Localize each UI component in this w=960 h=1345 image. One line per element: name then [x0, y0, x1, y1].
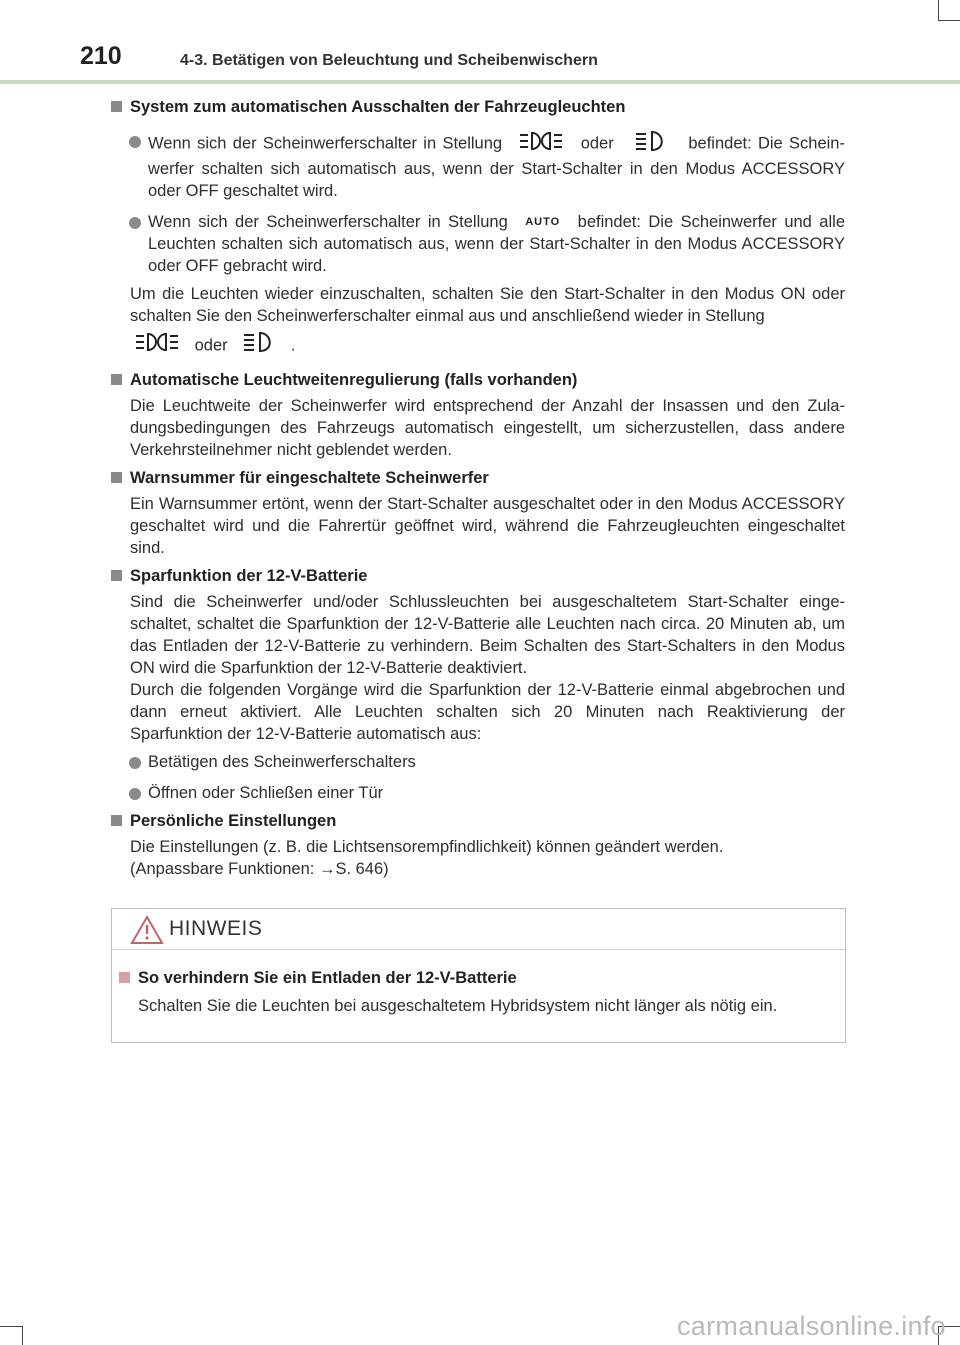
page-content — [110, 96, 845, 886]
crop-mark — [938, 20, 960, 21]
chapter-title: 4-3. Betätigen von Beleuchtung und Scheibenwischern — [180, 52, 598, 69]
tail-light-icon — [134, 331, 180, 361]
square-bullet — [111, 101, 122, 112]
square-bullet — [111, 570, 122, 581]
crop-mark — [0, 1326, 22, 1327]
bullet-item: Wenn sich der Scheinwerferschalter in Stellung AUTO befindet: Die Scheinwerfer und alle Leuchten schalten sich automatisch aus, wenn der Start-Schalter in den Modus ACCESSORY oder OFF gebracht wird. — [148, 211, 845, 277]
icon-line: oder . — [130, 331, 845, 361]
square-bullet — [111, 374, 122, 385]
round-bullet — [129, 788, 141, 800]
section-title: Sparfunktion der 12-V-Batterie — [110, 565, 845, 587]
section-auto-off — [110, 96, 845, 361]
section-personal-settings — [110, 810, 845, 880]
watermark: carmanualsonline.info — [677, 1311, 946, 1341]
paragraph: Ein Warnsummer ertönt, wenn der Start-Schalter ausgeschaltet oder in den Modus ACCESSORY geschaltet wird und die Fahrertür geöffnet wird, während die Fahrzeugleuchten eingeschaltet sind. — [130, 495, 845, 557]
square-bullet — [111, 815, 122, 826]
notice-text: Schalten Sie die Leuchten bei ausgeschaltetem Hybridsystem nicht länger als nötig ein. — [138, 997, 778, 1015]
auto-symbol: AUTO — [525, 216, 561, 228]
notice-title: So verhindern Sie ein Entladen der 12-V-Batterie — [118, 967, 845, 989]
page-number: 210 — [80, 42, 122, 70]
square-bullet — [119, 972, 130, 983]
section-battery-saver — [110, 565, 845, 804]
section-title: Warnsummer für eingeschaltete Scheinwerfer — [110, 467, 845, 489]
headlight-icon — [634, 130, 668, 158]
headlight-icon — [242, 331, 276, 361]
round-bullet — [129, 217, 141, 229]
paragraph: Durch die folgenden Vorgänge wird die Sparfunktion der 12-V-Batterie einmal abgebrochen und dann erneut aktiviert. Alle Leuchten schalten sich 20 Minuten nach Reaktivierung der Sparfunktion der 12-V-Batterie automatisch aus: — [130, 681, 845, 743]
tail-light-icon — [518, 130, 564, 158]
warning-triangle-icon — [130, 915, 164, 945]
crop-mark — [22, 1326, 23, 1345]
section-title: System zum automatischen Ausschalten der Fahrzeugleuchten — [110, 96, 845, 118]
round-bullet — [129, 136, 141, 148]
notice-label: HINWEIS — [169, 917, 263, 940]
paragraph: Um die Leuchten wieder einzuschalten, schalten Sie den Start-Schalter in den Modus ON oder schalten Sie den Scheinwerferschalter einmal aus und anschließend wieder in Stellung — [130, 285, 845, 325]
section-buzzer — [110, 467, 845, 559]
page-header — [0, 38, 960, 84]
section-title: Persönliche Einstellungen — [110, 810, 845, 832]
bullet-item: Betätigen des Scheinwerferschalters — [148, 751, 845, 773]
section-title: Automatische Leuchtweitenregulierung (falls vorhanden) — [110, 369, 845, 391]
notice-box — [111, 908, 846, 1043]
round-bullet — [129, 757, 141, 769]
bullet-item: Öffnen oder Schließen einer Tür — [148, 782, 845, 804]
header-rule — [0, 80, 960, 84]
page-reference-link[interactable]: (Anpassbare Funktionen: →S. 646) — [130, 860, 389, 878]
notice-body — [112, 950, 845, 1017]
section-leveling — [110, 369, 845, 461]
crop-mark — [938, 0, 939, 20]
square-bullet — [111, 472, 122, 483]
paragraph: Sind die Scheinwerfer und/oder Schlussleuchten bei ausgeschaltetem Start-Schalter eingeschaltet, schaltet die Sparfunktion der 12-V-Batterie alle Leuchten nach circa. 20 Minuten ab, um das Entladen der 12-V-Batterie zu verhindern. Beim Schalten des Start-Schalters in den Modus ON wird die Sparfunktion der 12-V-Batterie deaktiviert. — [130, 593, 845, 677]
paragraph: Die Einstellungen (z. B. die Lichtsensorempfindlichkeit) können geändert werden. — [130, 838, 724, 856]
notice-header — [112, 909, 845, 950]
bullet-item: Wenn sich der Scheinwerferschalter in Stellung oder befindet: Die Scheinwerfer schalten sich automatisch aus, wenn der Start-Schalter in den Modus ACCESSORY oder OFF geschaltet wird. — [148, 130, 845, 202]
paragraph: Die Leuchtweite der Scheinwerfer wird entsprechend der Anzahl der Insassen und den Zuladungsbedingungen des Fahrzeugs automatisch eingestellt, um sicherzustellen, dass andere Verkehrsteilnehmer nicht geblendet werden. — [130, 397, 845, 459]
